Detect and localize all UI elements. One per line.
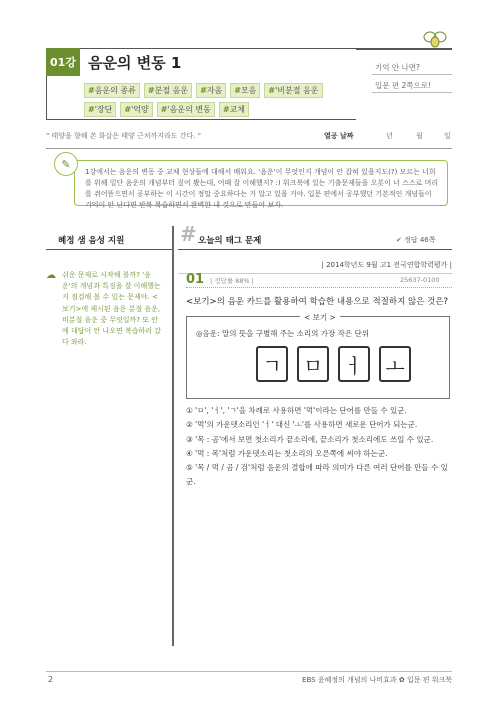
date-label: 열공 날짜 <box>324 132 354 140</box>
speech-bubble-icon: ✎ <box>54 152 78 176</box>
date-year: 년 <box>386 132 393 140</box>
question-text: <보기>의 음운 카드를 활용하여 학습한 내용으로 적절하지 않은 것은? <box>186 297 449 307</box>
tag: #분절 음운 <box>144 83 192 98</box>
example-box-label: < 보기 > <box>300 312 340 323</box>
bee-icon <box>420 30 450 48</box>
check-icon: ✔ <box>396 236 402 244</box>
question-code: 25637-0100 <box>400 276 440 284</box>
phoneme-cards <box>256 346 411 382</box>
side-prompt-1: 기억 안 나면? <box>375 63 420 72</box>
page-number: 2 <box>48 675 54 684</box>
answer-page: ✔ 정답 46쪽 <box>396 236 436 244</box>
side-divider <box>372 74 452 75</box>
tag: #'억양 <box>120 102 152 117</box>
side-divider <box>372 92 452 93</box>
correct-rate: | 정답률 88% | <box>210 277 254 285</box>
header-rule <box>356 48 452 50</box>
side-prompt-2: 입문 편 2쪽으로! <box>375 81 432 90</box>
tag: #교체 <box>219 102 249 117</box>
tag: #모음 <box>230 83 260 98</box>
hash-icon: # <box>180 222 197 246</box>
keyword-tags <box>84 83 356 117</box>
tag: #'장단 <box>84 102 116 117</box>
tag: #'비분절 음운 <box>264 83 322 98</box>
column-divider <box>172 226 174 646</box>
footer-text: EBS 윤혜정의 개념의 나비효과 ✿ 입문 편 워크북 <box>302 676 452 684</box>
date-day: 일 <box>444 132 451 140</box>
phoneme-card: ㅗ <box>379 346 411 382</box>
intro-box: 1강에서는 음운의 변동 중 교체 현상들에 대해서 배워요. '음운'이 무엇인지 개념이 안 잡혀 있을지도(?) 모르는 너희를 위해 일단 음운의 개념부터 짚어 봤는데, 어때 잘 이해했지? :) 워크북에 있는 기출문제들을 오롯이 너 스스로 머리를 쥐어뜯으면서 공부하는 이 시간이 정말 중요하다는 거 알고 있을 거야. 입문 편에서 공부했던 기본적인 개념들이 기억이 안 난다면 반복 복습하면서 완벽한 내 것으로 만들어 보자. <box>74 160 448 206</box>
motto-quote: " 태양을 향해 쏜 화살은 태양 근처까지라도 간다. " <box>46 132 201 140</box>
question-number: 01 <box>186 272 205 287</box>
voice-support-text: 쉬운 문제로 시작해 볼까? '음운'의 개념과 특징을 잘 이해했는지 점검해 볼 수 있는 문제야. <보기>에 제시된 음운 분절 음운, 비분절 음운 중 무엇일까? 또 안에 대답이 안 나오면 복습하러 갔다 와라. <box>62 271 162 347</box>
cloud-icon: ☁ <box>46 270 56 281</box>
answer-choices <box>186 404 452 490</box>
answer-choice[interactable]: ② '먹'의 가운뎃소리인 'ㅓ' 대신 'ㅗ'를 사용하면 새로운 단어가 되는군. <box>186 420 418 430</box>
answer-choice[interactable]: ③ '목 : 곰'에서 보면 첫소리가 끝소리에, 끝소리가 첫소리에도 쓰일 수 있군. <box>186 434 434 444</box>
page-title: 음운의 변동 1 <box>88 54 182 72</box>
footer-rule <box>46 671 452 672</box>
answer-choice[interactable]: ① 'ㅁ', 'ㅓ', 'ㄱ'을 차례로 사용하면 '먹'이라는 단어를 만들 수 있군. <box>186 406 407 415</box>
tag: #자음 <box>196 83 226 98</box>
date-month: 월 <box>416 132 423 140</box>
voice-support-title: 혜정 샘 음성 지원 <box>58 236 125 246</box>
tag: #'음운의 변동 <box>157 102 215 117</box>
dotted-divider <box>186 287 452 288</box>
phoneme-card: ㅁ <box>297 346 329 382</box>
answer-choice[interactable]: ⑤ '목 / 먹 / 곰 / 검'처럼 음운의 결합에 따라 의미가 다른 여러 단어를 만들 수 있군. <box>186 463 448 487</box>
tag-problem-title: 오늘의 태그 문제 <box>198 236 262 246</box>
question-source: | 2014학년도 9월 고1 전국연합학력평가 | <box>178 260 452 274</box>
tag: #음운의 종류 <box>84 83 140 98</box>
phoneme-card: ㄱ <box>256 346 288 382</box>
answer-choice[interactable]: ④ '먹 : 목'처럼 가운뎃소리는 첫소리의 오른쪽에 써야 하는군. <box>186 448 388 458</box>
lesson-badge: 01강 <box>46 48 80 76</box>
quote-row <box>46 131 452 143</box>
date-underline <box>46 148 452 149</box>
phoneme-card: ㅓ <box>338 346 370 382</box>
example-definition: ◎음운: 말의 뜻을 구별해 주는 소리의 가장 작은 단위 <box>196 329 370 338</box>
